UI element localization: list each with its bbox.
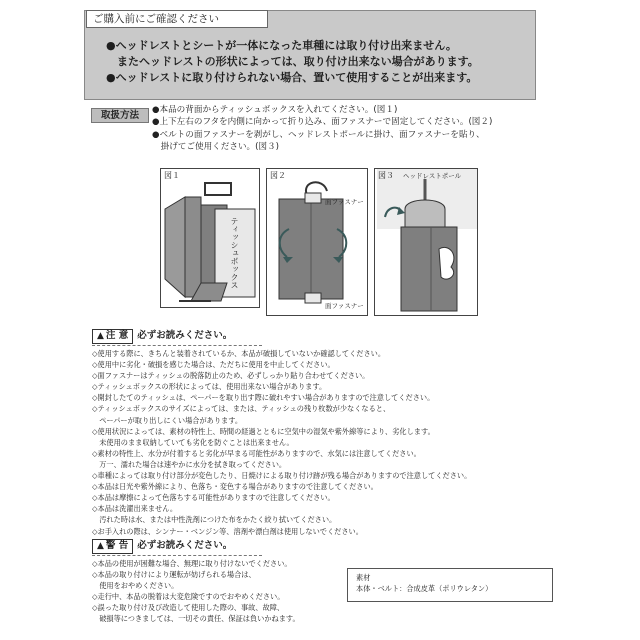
caution-item: ◇本品は洗濯出来ません。: [92, 504, 178, 514]
figure-1: [160, 168, 260, 308]
fastener-top-note: 面ファスナー: [325, 198, 364, 206]
figure-3-label: 図３: [378, 171, 394, 180]
fastener-bottom-note: 面ファスナー: [325, 302, 364, 310]
purchase-notice-title: ご購入前にご確認ください: [86, 10, 268, 28]
figure-1-illustration: [161, 169, 260, 308]
notice-line: またヘッドレストの形状によっては、取り付け出来ない場合があります。: [106, 55, 479, 68]
caution-item: ◇使用中に劣化・破損を感じた場合は、ただちに使用を中止してください。: [92, 360, 335, 370]
caution-item: ◇開封したてのティッシュは、ペーパーを取り出す際に破れやすい場合がありますので注意してください。: [92, 393, 435, 403]
howto-line: 掛げてご使用ください。(図３): [152, 141, 280, 152]
figure-2: [266, 168, 368, 316]
caution-item: ◇使用する際に、きちんと装着されているか、本品が破損していないか確認してください。: [92, 349, 386, 358]
caution-must-read: 必ずお読みください。: [137, 330, 233, 341]
howto-line: ●上下左右のフタを内側に向かって折り込み、面ファスナーで固定してください。(図２): [152, 117, 493, 128]
warning-badge-label: 警 告: [105, 540, 129, 551]
howto-instructions: [152, 104, 552, 153]
purchase-notice-lines: [106, 38, 531, 86]
warning-must-read: 必ずお読みください。: [137, 540, 233, 551]
warning-list: [92, 558, 352, 625]
warning-item: 使用をおやめください。: [92, 581, 179, 591]
caution-item: ◇面ファスナーはティッシュの脱落防止のため、必ずしっかり貼り合わせてください。: [92, 371, 370, 381]
tissue-box-label: ティッシュボックス: [230, 217, 239, 289]
howto-label: 取扱方法: [91, 108, 149, 123]
caution-list: [92, 348, 552, 537]
warning-item: ◇本品の取り付けにより運転が妨げられる場合は、: [92, 570, 256, 580]
warning-triangle-icon: ▲: [97, 541, 104, 551]
caution-item: ◇素材の特性上、水分が付着すると劣化が早まる可能性がありますので、水気には注意してください。: [92, 448, 421, 458]
caution-item: ◇ティッシュボックスの形状によっては、使用出来ない場合があります。: [92, 382, 327, 392]
caution-item: ◇使用状況によっては、素材の特性上、時間の経過とともに空気中の湿気や紫外線等により、劣化します。: [92, 426, 435, 436]
figure-1-label: 図１: [164, 171, 180, 180]
caution-item: ◇お手入れの際は、シンナー・ベンジン等、溶剤や漂白剤は使用しないでください。: [92, 526, 363, 536]
caution-badge: [92, 329, 133, 344]
warning-item: ◇本品の使用が困難な場合、無理に取り付けないでください。: [92, 559, 292, 568]
warning-triangle-icon: ▲: [97, 331, 104, 341]
warning-badge: [92, 539, 133, 554]
material-heading: 素材: [356, 573, 371, 582]
caution-divider: [92, 345, 262, 346]
notice-line: ●ヘッドレストに取り付けられない場合、置いて使用することが出来ます。: [106, 71, 478, 84]
caution-item: ◇ティッシュボックスのサイズによっては、または、ティッシュの残り枚数が少なくなると、: [92, 404, 391, 414]
material-box: [347, 568, 553, 602]
figure-2-illustration: [267, 169, 368, 316]
caution-item: ◇本品は日光や紫外線により、色落ち・変色する場合がありますので注意してください。: [92, 482, 378, 492]
caution-item: ◇本品は摩擦によって色落ちする可能性がありますので注意してください。: [92, 493, 335, 503]
figure-3-illustration: [375, 169, 478, 316]
figure-3: [374, 168, 478, 316]
warning-item: 破損等につきましては、一切その責任、保証は負いかねます。: [92, 614, 300, 624]
caution-item: 汚れた時は水、または中性洗剤につけた布をかたく絞り拭いてください。: [92, 515, 337, 525]
material-body: 本体・ベルト：合成皮革（ポリウレタン）: [356, 584, 493, 593]
headrest-pole-note: ヘッドレストポール: [403, 172, 462, 180]
howto-line: ●ベルトの面ファスナーを剥がし、ヘッドレストポールに掛け、面ファスナーを貼り、: [152, 129, 485, 140]
figure-2-label: 図２: [270, 171, 286, 180]
caution-item: ペーパーが取り出しにくい場合があります。: [92, 415, 243, 425]
warning-heading: [92, 538, 232, 554]
caution-heading: [92, 328, 232, 344]
caution-item: 未使用のまま収納していても劣化を防ぐことは出来ません。: [92, 437, 294, 447]
notice-line: ●ヘッドレストとシートが一体になった車種には取り付け出来ません。: [106, 39, 457, 52]
caution-badge-label: 注 意: [105, 330, 129, 341]
warning-divider: [92, 555, 262, 556]
warning-item: ◇走行中、本品の脱着は大変危険ですのでおやめください。: [92, 592, 285, 602]
caution-item: ◇車種によっては取り付け部分が変色したり、日焼けによる取り付け跡が残る場合がありますので注意してください。: [92, 471, 472, 481]
warning-item: ◇誤った取り付け及び改造して使用した際の、事故、故障、: [92, 603, 285, 613]
howto-line: ●本品の背面からティッシュボックスを入れてください。(図１): [152, 105, 398, 115]
caution-item: 万一、濡れた場合は速やかに水分を拭き取ってください。: [92, 459, 287, 469]
